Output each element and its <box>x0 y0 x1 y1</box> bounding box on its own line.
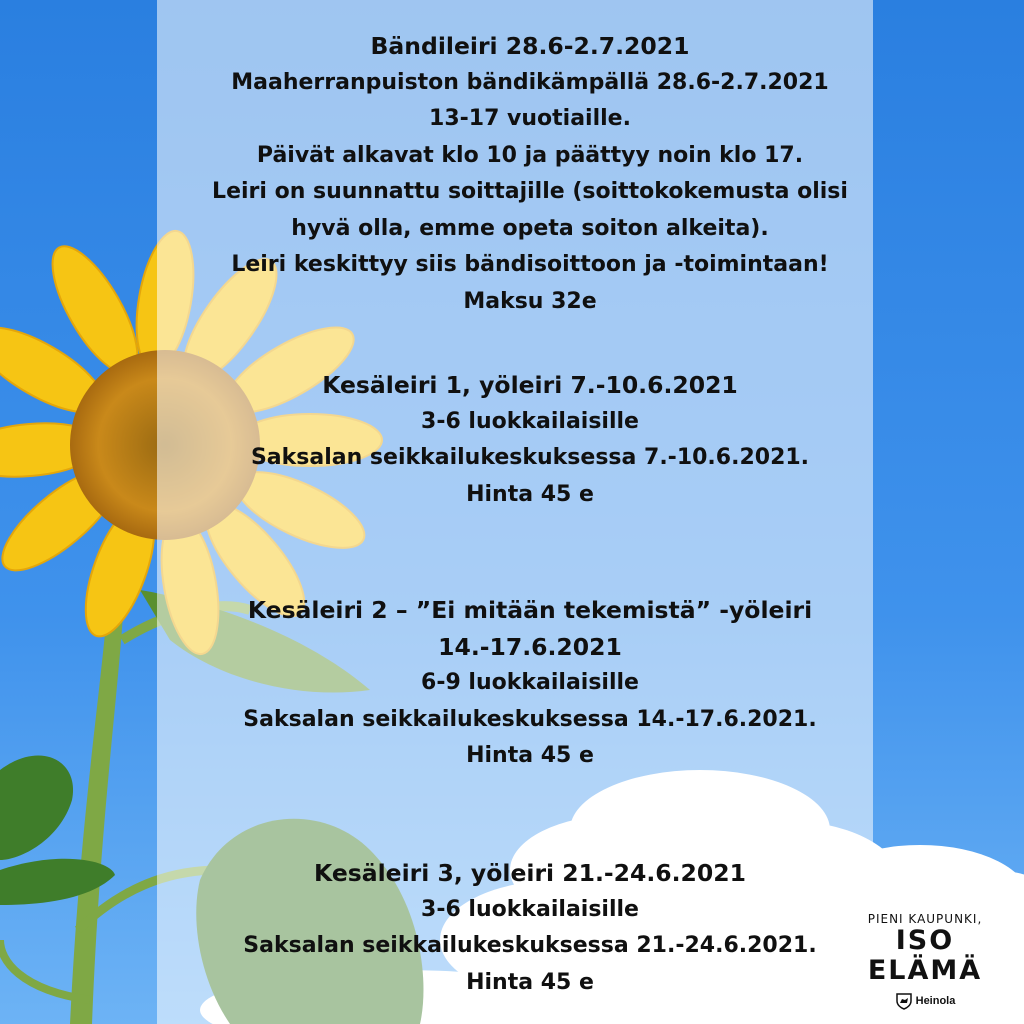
coat-of-arms-icon <box>895 992 913 1010</box>
camp-bandi-line: Leiri keskittyy siis bändisoittoon ja -toimintaan! <box>231 252 829 277</box>
camp-bandi-line: Leiri on suunnattu soittajille (soittokokemusta olisi <box>212 179 848 204</box>
camp-2-title: Kesäleiri 2 – ”Ei mitään tekemistä” -yöleiri <box>247 596 813 624</box>
logo-tagline: PIENI KAUPUNKI, <box>867 912 983 926</box>
camp-3-title: Kesäleiri 3, yöleiri 21.-24.6.2021 <box>314 859 746 887</box>
camp-bandi-line: Maaherranpuiston bändikämpällä 28.6-2.7.2021 <box>231 69 829 95</box>
camp-bandi-line: hyvä olla, emme opeta soiton alkeita). <box>291 215 769 241</box>
camp-3-line: Hinta 45 e <box>466 969 594 995</box>
camp-3-line: 3-6 luokkailaisille <box>421 896 639 922</box>
camp-2-line: 6-9 luokkailaisille <box>421 670 639 695</box>
camp-1-line: Saksalan seikkailukeskuksessa 7.-10.6.2021. <box>250 445 810 470</box>
camp-1-line: 3-6 luokkailaisille <box>421 408 639 434</box>
camp-bandi-title: Bändileiri 28.6-2.7.2021 <box>370 32 690 60</box>
camp-3-line: Saksalan seikkailukeskuksessa 21.-24.6.2021. <box>243 933 817 958</box>
logo-city-name: Heinola <box>915 994 956 1007</box>
camp-1 <box>157 367 903 513</box>
camp-bandi-line: Maksu 32e <box>463 288 597 314</box>
camp-bandi-line: Päivät alkavat klo 10 ja päättyy noin klo 17. <box>256 142 804 168</box>
logo-slogan: ISO ELÄMÄ <box>867 925 983 986</box>
camp-bandi <box>157 28 903 320</box>
camp-1-title: Kesäleiri 1, yöleiri 7.-10.6.2021 <box>322 371 738 399</box>
heinola-logo <box>840 912 1010 1010</box>
camp-bandi-line: 13-17 vuotiaille. <box>429 106 631 131</box>
logo-city <box>840 992 1010 1010</box>
camp-3 <box>157 855 903 1001</box>
camp-2-line: Saksalan seikkailukeskuksessa 14.-17.6.2021. <box>243 706 817 732</box>
camp-2-line: Hinta 45 e <box>466 743 594 768</box>
camp-2-dates: 14.-17.6.2021 <box>438 632 622 661</box>
camp-1-line: Hinta 45 e <box>466 481 594 507</box>
camp-2 <box>157 592 903 775</box>
